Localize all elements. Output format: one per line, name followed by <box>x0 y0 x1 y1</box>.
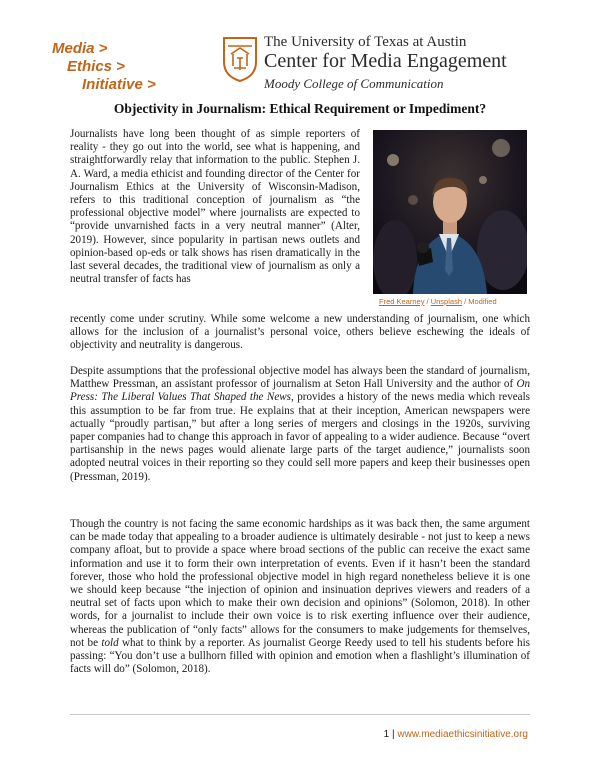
credit-author-link[interactable]: Fred Kearney <box>379 297 425 306</box>
ut-seal-icon <box>222 36 258 82</box>
page-number: 1 <box>383 729 390 740</box>
media-ethics-initiative-logo <box>52 40 172 96</box>
website-link[interactable]: www.mediaethicsinitiative.org <box>397 729 528 740</box>
logo-line-initiative: Initiative > <box>82 76 156 93</box>
paragraph-3-part: what to think by a reporter. As journalist George Reedy used to tell his students before his passing: “You don’t use a bullhorn filled with opinion and emotion when a flashlight’s illumination of facts will do” (Solomon, 2018). <box>70 636 530 676</box>
logo-line-ethics: Ethics > <box>67 58 125 75</box>
paragraph-3-part: Though the country is not facing the same economic hardships as it was back then, the same argument can be made today that appealing to a broader audience is ultimately desirable - not just to keep a news company afloat, but to provide a space where broad sections of the public can receive the exact same information and use it to form their own interpretation of events. Even if it hasn’t been the standard forever, those who hold the professional objective model in high regard nonetheless believe it is one we should keep because “the injection of opinion and insinuation deprives viewers and readers of a neutral set of facts upon which to make their own decision and opinions” (Solomon, 2018). In other words, for a journalist to include their own voice is to risk exerting influence over their audience, whereas the publication of “only facts” allows for the consumers to make judgements for themselves, not be <box>70 518 530 649</box>
paragraph-1-continued: recently come under scrutiny. While some welcome a new understanding of journalism, one which allows for the inclusion of a journalist’s personal voice, others believe eschewing the ideals of objectivity and neutrality is dangerous. <box>70 313 530 352</box>
college-name: Moody College of Communication <box>264 76 444 91</box>
credit-separator: / <box>424 297 431 306</box>
paragraph-2 <box>70 365 530 484</box>
center-name: Center for Media Engagement <box>264 50 507 72</box>
article-photo <box>373 130 527 294</box>
footer-divider <box>70 714 530 715</box>
logo-line-media: Media > <box>52 40 108 57</box>
paragraph-2-part: Despite assumptions that the professional objective model has always been the standard of journalism, Matthew Pressman, an assistant professor of journalism at Seton Hall University and the author of <box>70 365 530 391</box>
photo-credit <box>379 297 497 306</box>
credit-separator: / <box>462 297 469 306</box>
paragraph-2-part: , provides a history of the news media which reveals this assumption to be far from true. He explains that at their inception, American newspapers were actually “proudly partisan,” but after a long series of mergers and closings in the 1920s, surviving paper companies had to change this approach in favor of appealing to a wider audience. Because “overt partisanship in the news pages would alienate large parts of the target audience,” journalists soon adopted neutral voices in their reporting so they could sell more papers and keep their businesses open (Pressman, 2019). <box>70 391 530 483</box>
credit-source-link[interactable]: Unsplash <box>430 297 462 306</box>
university-name: The University of Texas at Austin <box>264 34 467 50</box>
page-title: Objectivity in Journalism: Ethical Requirement or Impediment? <box>113 101 487 116</box>
paragraph-3 <box>70 518 530 676</box>
credit-note: Modified <box>468 297 497 306</box>
footer-separator: | <box>389 729 398 740</box>
book-title: On Press: The Liberal Values That Shaped the News <box>70 378 530 404</box>
ut-center-logo <box>222 34 562 94</box>
paragraph-1-wrapped: Journalists have long been thought of as simple reporters of reality - they go out into the world, see what is happening, and straightforwardly relay that information to the public. Stephen J. A. Ward, a media ethicist and founding director of the Center for Journalism Ethics at the University of Wisconsin-Madison, refers to this traditional conception of journalism as “the professional objective model” where journalists are expected to “provide unvarnished facts in a very neutral manner” (Alter, 2019). However, since popularity in partisan news outlets and opinion-based op-eds or talk shows has risen dramatically in the last several decades, the traditional view of journalism as only a neutral transfer of facts has <box>70 128 360 286</box>
footer <box>384 729 528 740</box>
emphasis-told: told <box>101 636 119 649</box>
